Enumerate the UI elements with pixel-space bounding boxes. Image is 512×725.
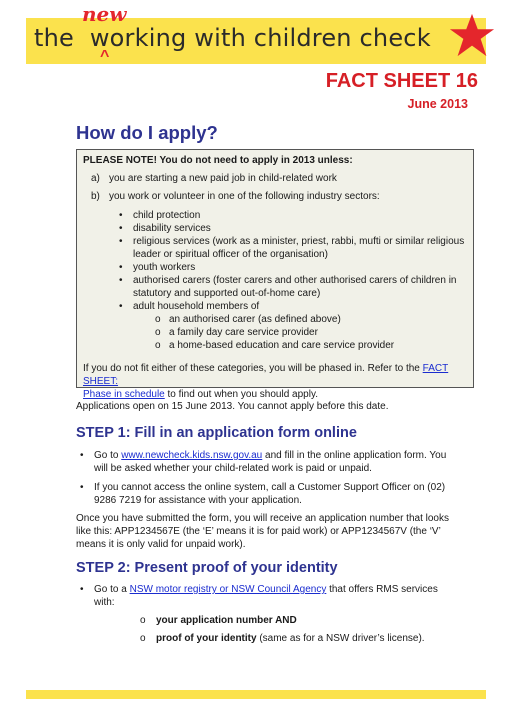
note-item-b-label: b) — [91, 191, 100, 202]
step2-heading: STEP 2: Present proof of your identity — [76, 560, 338, 576]
footer-bar — [26, 690, 486, 699]
fact-sheet-title: FACT SHEET 16 — [325, 70, 478, 92]
note-item-a-text: you are starting a new paid job in child-related work — [109, 173, 337, 184]
note-footer: If you do not fit either of these categories, you will be phased in. Refer to the FACT SHEET: Phase in schedule to find out when you should apply. — [83, 363, 449, 400]
step1-bullet-2: • If you cannot access the online system, call a Customer Support Officer on (02) 9286 7219 for assistance with your application. — [80, 482, 446, 506]
note-heading: PLEASE NOTE! You do not need to apply in 2013 unless: — [83, 155, 353, 166]
fact-sheet-date: June 2013 — [407, 97, 468, 111]
sector-list — [83, 209, 467, 352]
phase-in-schedule-link[interactable]: Phase in schedule — [83, 389, 165, 400]
sub-item: o a family day care service provider — [155, 327, 318, 338]
note-item-a-label: a) — [91, 173, 100, 184]
step2-sub-item-1: o your application number AND — [140, 615, 297, 626]
star-icon — [448, 12, 496, 60]
caret-mark: ^ — [100, 48, 110, 65]
header-banner — [26, 2, 486, 65]
note-item-b-text: you work or volunteer in one of the following industry sectors: — [109, 191, 380, 202]
page-heading: How do I apply? — [76, 122, 218, 143]
step1-bullet-1: • Go to www.newcheck.kids.nsw.gov.au and fill in the online application form. You will be asked whether your child-related work is paid or unpaid. — [80, 450, 447, 474]
sub-item: o an authorised carer (as defined above) — [155, 314, 341, 325]
list-item: • youth workers — [119, 262, 196, 273]
sub-list — [119, 313, 467, 352]
step1-paragraph: Once you have submitted the form, you will receive an application number that looks like this: APP1234567E (the ‘E’ means it is for paid work) or APP1234567V (the ‘V’ means it is only valid for unpaid work). — [76, 513, 449, 550]
banner-title — [34, 24, 431, 52]
step2-bullet-1: • Go to a NSW motor registry or NSW Council Agency that offers RMS services with: — [80, 584, 438, 608]
applications-open-text: Applications open on 15 June 2013. You cannot apply before this date. — [76, 401, 389, 412]
note-item-b — [83, 190, 467, 203]
list-item: • religious services (work as a minister, priest, rabbi, mufti or similar religious — [119, 236, 465, 247]
newcheck-link[interactable]: www.newcheck.kids.nsw.gov.au — [121, 450, 263, 461]
note-box — [76, 149, 474, 400]
list-item-cont: leader or spiritual officer of the organisation) — [133, 249, 328, 260]
note-item-a — [83, 172, 467, 185]
banner-word-the: the — [34, 24, 74, 52]
fact-sheet-link[interactable]: FACT SHEET: — [83, 363, 449, 387]
list-item: • disability services — [119, 223, 211, 234]
list-item-cont: statutory and supported out-of-home care) — [133, 288, 321, 299]
step1-heading: STEP 1: Fill in an application form online — [76, 425, 357, 441]
list-item: • authorised carers (foster carers and other authorised carers of children in — [119, 275, 457, 286]
sub-item: o a home-based education and care service provider — [155, 340, 395, 351]
list-item: • child protection — [119, 210, 201, 221]
list-item: • adult household members of — [119, 301, 260, 312]
motor-registry-link[interactable]: NSW motor registry or NSW Council Agency — [129, 584, 327, 595]
banner-rest: working with children check — [89, 24, 431, 52]
step2-sub-item-2: o proof of your identity (same as for a NSW driver’s license). — [140, 633, 425, 644]
banner-word-new: new — [82, 2, 127, 26]
